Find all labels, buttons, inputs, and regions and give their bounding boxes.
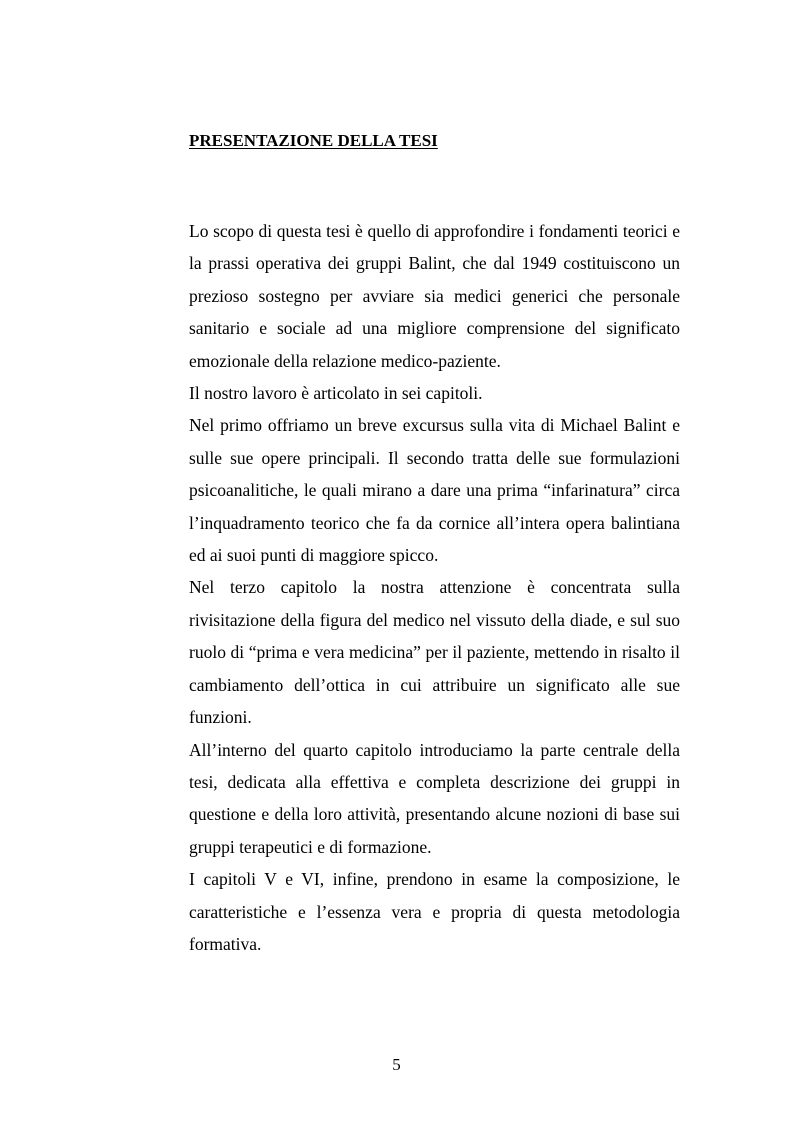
paragraph-chapter-three: Nel terzo capitolo la nostra attenzione è concentrata sulla rivisitazione della figura del medico nel vissuto della diade, e sul suo ruolo di “prima e vera medicina” per il paziente, mettendo in risalto il cambiamento dell’ottica in cui attribuire un significato alle sue funzioni. <box>189 577 680 728</box>
paragraph-chapter-four: All’interno del quarto capitolo introduciamo la parte centrale della tesi, dedicata alla effettiva e completa descrizione dei gruppi in questione e della loro attività, presentando alcune nozioni di base sui gruppi terapeutici e di formazione. <box>189 739 680 857</box>
paragraph-chapters-one-two: Nel primo offriamo un breve excursus sulla vita di Michael Balint e sulle sue opere principali. Il secondo tratta delle sue formulazioni psicoanalitiche, le quali mirano a dare una prima “infarinatura” circa l’inquadramento teorico che fa da cornice all’intera opera balintiana ed ai suoi punti di maggiore spicco. <box>189 415 680 566</box>
paragraph-purpose: Lo scopo di questa tesi è quello di approfondire i fondamenti teorici e la prassi operativa dei gruppi Balint, che dal 1949 costituiscono un prezioso sostegno per avviare sia medici generici che personale sanitario e sociale ad una migliore comprensione del significato emozionale della relazione medico-paziente. <box>189 221 680 371</box>
page-number: 5 <box>392 1055 401 1074</box>
section-heading: PRESENTAZIONE DELLA TESI <box>189 131 438 150</box>
paragraph-structure: Il nostro lavoro è articolato in sei capitoli. <box>189 383 483 404</box>
body-text <box>189 215 680 960</box>
paragraph-chapters-five-six: I capitoli V e VI, infine, prendono in esame la composizione, le caratteristiche e l’essenza vera e propria di questa metodologia formativa. <box>189 869 680 954</box>
